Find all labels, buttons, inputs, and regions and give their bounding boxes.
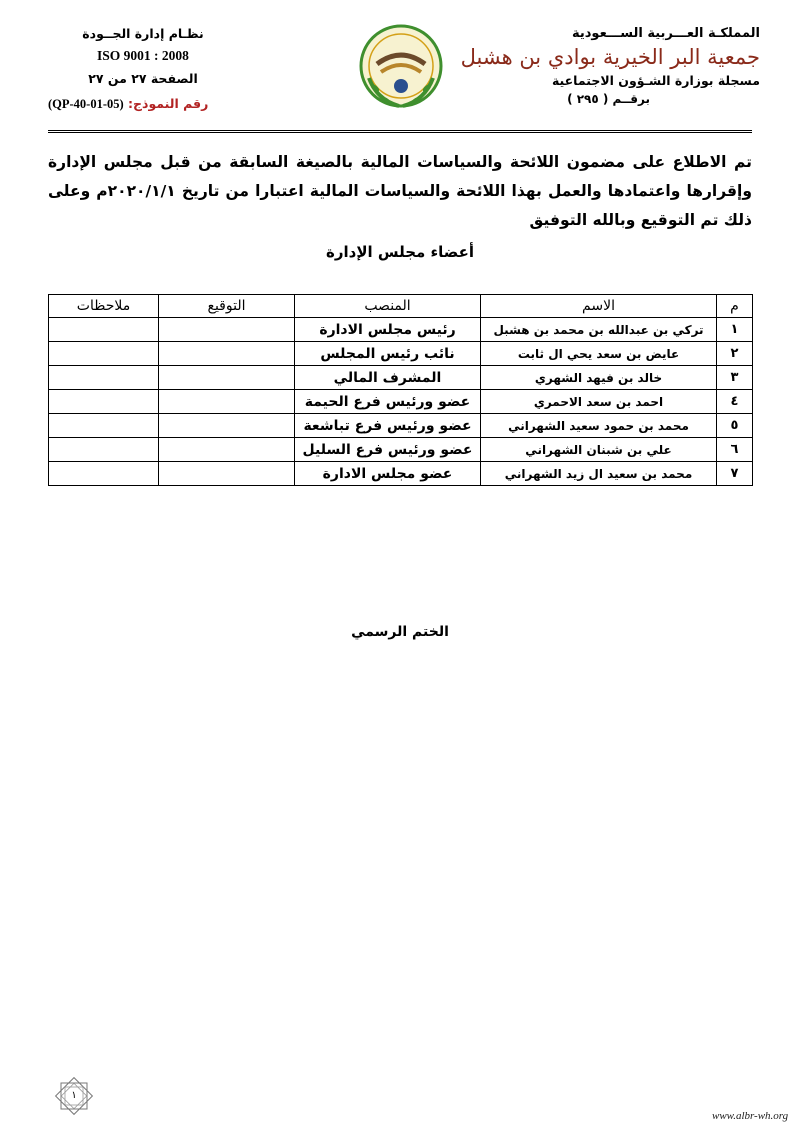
- page-count: الصفحة ٢٧ من ٢٧: [88, 71, 198, 86]
- form-number-label: رقم النموذج:: [128, 96, 209, 111]
- member-name: خالد بن فيهد الشهري: [481, 366, 717, 390]
- quality-system-title: نظـام إدارة الجــودة: [82, 26, 204, 41]
- members-title: أعضاء مجلس الإدارة: [326, 243, 474, 261]
- header-position: المنصب: [295, 295, 481, 318]
- signature-cell: [159, 342, 295, 366]
- header-left: [48, 26, 238, 112]
- registration-number: برقــم ( ٢٩٥ ): [567, 92, 650, 106]
- row-num: ١: [717, 318, 753, 342]
- notes-cell: [49, 366, 159, 390]
- signature-cell: [159, 414, 295, 438]
- header-divider: [48, 130, 752, 133]
- table-row: [49, 318, 753, 342]
- member-position: رئيس مجلس الادارة: [295, 318, 481, 342]
- association-logo-icon: [355, 20, 447, 120]
- form-number-code: (QP-40-01-05): [48, 97, 124, 111]
- table-row: [49, 366, 753, 390]
- row-num: ٤: [717, 390, 753, 414]
- table-row: [49, 342, 753, 366]
- member-position: نائب رئيس المجلس: [295, 342, 481, 366]
- row-num: ٣: [717, 366, 753, 390]
- table-row: [49, 462, 753, 486]
- member-position: عضو ورئيس فرع الحيمة: [295, 390, 481, 414]
- member-name: محمد بن سعيد ال زيد الشهراني: [481, 462, 717, 486]
- header-name: الاسم: [481, 295, 717, 318]
- signature-cell: [159, 462, 295, 486]
- signature-cell: [159, 438, 295, 462]
- iso-standard: ISO 9001 : 2008: [97, 48, 189, 63]
- approval-paragraph: تم الاطلاع على مضمون اللائحة والسياسات المالية بالصيغة السابقة من قبل مجلس الإدارة وإقرارها واعتمادها والعمل بهذا اللائحة والسياسات المالية اعتبارا من تاريخ ٢٠٢٠/١/١م وعلى ذلك تم التوقيع وبالله التوفيق: [48, 153, 752, 229]
- member-name: محمد بن حمود سعيد الشهراني: [481, 414, 717, 438]
- member-name: عايض بن سعد يحي ال ثابت: [481, 342, 717, 366]
- member-position: المشرف المالي: [295, 366, 481, 390]
- table-row: [49, 414, 753, 438]
- website-url: www.albr-wh.org: [712, 1110, 789, 1122]
- association-name: جمعية البر الخيرية بوادي بن هشبل: [460, 45, 760, 69]
- notes-cell: [49, 414, 159, 438]
- header-num: م: [717, 295, 753, 318]
- row-num: ٦: [717, 438, 753, 462]
- official-seal-label: الختم الرسمي: [351, 624, 449, 640]
- kingdom-title: المملكـة العـــربية الســـعودية: [572, 26, 760, 41]
- header-signature: التوقيع: [159, 295, 295, 318]
- notes-cell: [49, 438, 159, 462]
- member-name: علي بن شبنان الشهراني: [481, 438, 717, 462]
- notes-cell: [49, 342, 159, 366]
- row-num: ٢: [717, 342, 753, 366]
- member-name: احمد بن سعد الاحمري: [481, 390, 717, 414]
- signature-cell: [159, 390, 295, 414]
- form-number: [48, 96, 238, 112]
- table-row: [49, 438, 753, 462]
- registration-text: مسجلة بوزارة الشـؤون الاجتماعية: [551, 73, 760, 88]
- notes-cell: [49, 390, 159, 414]
- table-row: [49, 390, 753, 414]
- board-members-table: [48, 294, 753, 486]
- header-notes: ملاحظات: [49, 295, 159, 318]
- member-position: عضو ورئيس فرع السليل: [295, 438, 481, 462]
- member-position: عضو ورئيس فرع تباشعة: [295, 414, 481, 438]
- notes-cell: [49, 462, 159, 486]
- row-num: ٧: [717, 462, 753, 486]
- header-right: [460, 26, 760, 106]
- signature-cell: [159, 318, 295, 342]
- member-position: عضو مجلس الادارة: [295, 462, 481, 486]
- table-header-row: [49, 295, 753, 318]
- member-name: تركي بن عبدالله بن محمد بن هشبل: [481, 318, 717, 342]
- signature-cell: [159, 366, 295, 390]
- notes-cell: [49, 318, 159, 342]
- row-num: ٥: [717, 414, 753, 438]
- page-number: ١: [71, 1090, 77, 1101]
